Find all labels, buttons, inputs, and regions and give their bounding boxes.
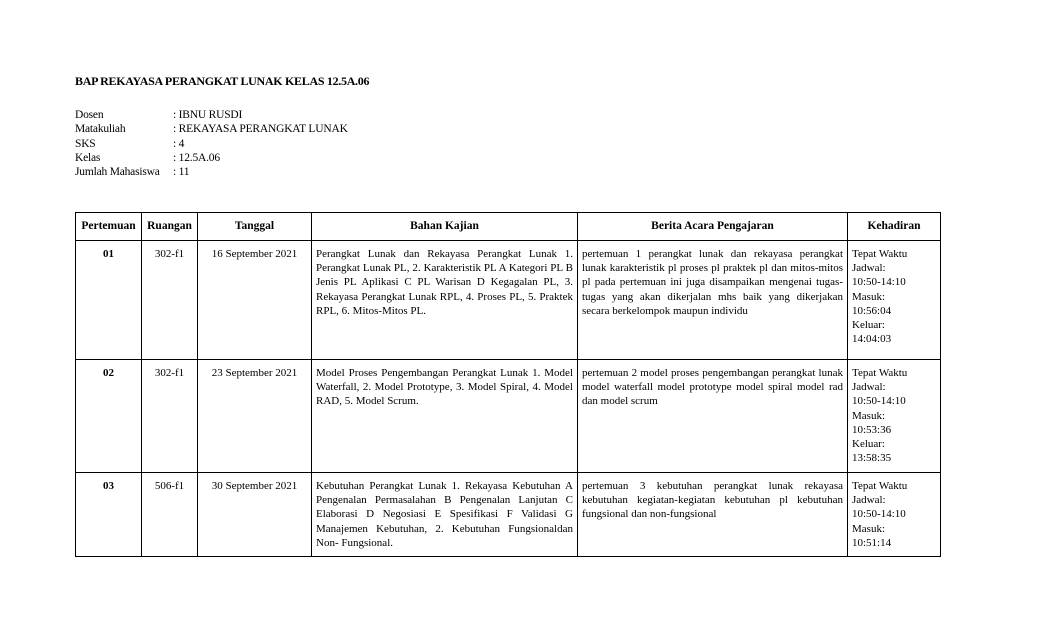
cell-tanggal: 23 September 2021: [198, 360, 312, 473]
page-title: BAP REKAYASA PERANGKAT LUNAK KELAS 12.5A.06: [75, 74, 370, 88]
kehadiran-masuk: 10:51:14: [852, 536, 892, 549]
table-row: [76, 241, 941, 360]
kehadiran-status: Tepat Waktu: [852, 248, 908, 260]
header-berita-acara: Berita Acara Pengajaran: [578, 213, 848, 241]
info-row-dosen: [75, 108, 348, 122]
header-ruangan: Ruangan: [142, 213, 198, 241]
header-tanggal: Tanggal: [198, 213, 312, 241]
cell-tanggal: 30 September 2021: [198, 473, 312, 557]
info-label: Kelas: [75, 151, 101, 164]
bap-table: [75, 212, 941, 557]
table-row: [76, 360, 941, 473]
info-row-matakuliah: [75, 122, 348, 136]
info-value: : 4: [173, 137, 185, 150]
kehadiran-status: Tepat Waktu: [852, 480, 908, 492]
kehadiran-jadwal: 10:50-14:10: [852, 395, 906, 408]
cell-bahan-kajian: Perangkat Lunak dan Rekayasa Perangkat Lunak 1. Perangkat Lunak PL, 2. Karakteristik PL A Kategori PL B Jenis PL Aplikasi C PL Warisan D Kegagalan PL, 3. Rekayasa Perangkat Lunak RPL, 4. Proses PL, 5. Praktek RPL, 6. Mitos-Mitos PL.: [312, 241, 578, 360]
info-row-kelas: [75, 151, 348, 165]
header-row: [76, 213, 941, 241]
cell-berita-acara: pertemuan 1 perangkat lunak dan rekayasa perangkat lunak karakteristik pl proses pl praktek pl dan mitos-mitos pl pada pertemuan ini juga disampaikan mengenai tugas-tugas yang akan dikerjalan mhs baik yang dikerjakan secara berkelompok maupun individu: [578, 241, 848, 360]
kehadiran-jadwal-label: Jadwal:: [852, 381, 886, 394]
info-row-sks: [75, 137, 348, 151]
kehadiran-keluar-label: Keluar:: [852, 438, 885, 451]
cell-bahan-kajian: Kebutuhan Perangkat Lunak 1. Rekayasa Kebutuhan A Pengenalan Permasalahan B Pengenalan Lanjutan C Elaborasi D Negosiasi E Spesifikasi F Validasi G Manajemen Kebutuhan, 2. Kebutuhan Fungsionaldan Non- Fungsional.: [312, 473, 578, 557]
info-value: : 11: [173, 166, 190, 179]
table-row: [76, 473, 941, 557]
info-label: SKS: [75, 137, 96, 150]
kehadiran-status: Tepat Waktu: [852, 367, 908, 379]
course-info: [75, 108, 348, 179]
cell-pertemuan: 03: [76, 473, 142, 557]
kehadiran-masuk-label: Masuk:: [852, 522, 885, 535]
table-header: [76, 213, 941, 241]
kehadiran-jadwal: 10:50-14:10: [852, 276, 906, 289]
kehadiran-masuk-label: Masuk:: [852, 290, 885, 303]
cell-kehadiran: [848, 241, 941, 360]
header-pertemuan: Pertemuan: [76, 213, 142, 241]
cell-berita-acara: pertemuan 2 model proses pengembangan perangkat lunak model waterfall model prototype model spiral model rad dan model scrum: [578, 360, 848, 473]
kehadiran-jadwal: 10:50-14:10: [852, 508, 906, 521]
cell-kehadiran: [848, 360, 941, 473]
kehadiran-keluar: 13:58:35: [852, 452, 892, 465]
kehadiran-keluar-label: Keluar:: [852, 319, 885, 332]
kehadiran-masuk: 10:53:36: [852, 423, 892, 436]
info-label: Matakuliah: [75, 123, 126, 136]
kehadiran-keluar: 14:04:03: [852, 333, 892, 346]
info-label: Jumlah Mahasiswa: [75, 166, 160, 179]
cell-ruangan: 506-f1: [142, 473, 198, 557]
kehadiran-masuk-label: Masuk:: [852, 409, 885, 422]
cell-pertemuan: 02: [76, 360, 142, 473]
info-value: : 12.5A.06: [173, 151, 220, 164]
header-kehadiran: Kehadiran: [848, 213, 941, 241]
kehadiran-jadwal-label: Jadwal:: [852, 262, 886, 275]
kehadiran-masuk: 10:56:04: [852, 304, 892, 317]
kehadiran-jadwal-label: Jadwal:: [852, 494, 886, 507]
cell-ruangan: 302-f1: [142, 360, 198, 473]
cell-tanggal: 16 September 2021: [198, 241, 312, 360]
info-value: : IBNU RUSDI: [173, 109, 243, 121]
header-bahan-kajian: Bahan Kajian: [312, 213, 578, 241]
cell-bahan-kajian: Model Proses Pengembangan Perangkat Lunak 1. Model Waterfall, 2. Model Prototype, 3. Model Spiral, 4. Model RAD, 5. Model Scrum.: [312, 360, 578, 473]
info-label: Dosen: [75, 109, 104, 121]
cell-berita-acara: pertemuan 3 kebutuhan perangkat lunak rekayasa kebutuhan kegiatan-kegiatan kebutuhan pl kebutuhan fungsional dan non-fungsional: [578, 473, 848, 557]
cell-ruangan: 302-f1: [142, 241, 198, 360]
info-value: : REKAYASA PERANGKAT LUNAK: [173, 123, 348, 136]
cell-kehadiran: [848, 473, 941, 557]
cell-pertemuan: 01: [76, 241, 142, 360]
info-row-jumlah-mahasiswa: [75, 165, 348, 179]
